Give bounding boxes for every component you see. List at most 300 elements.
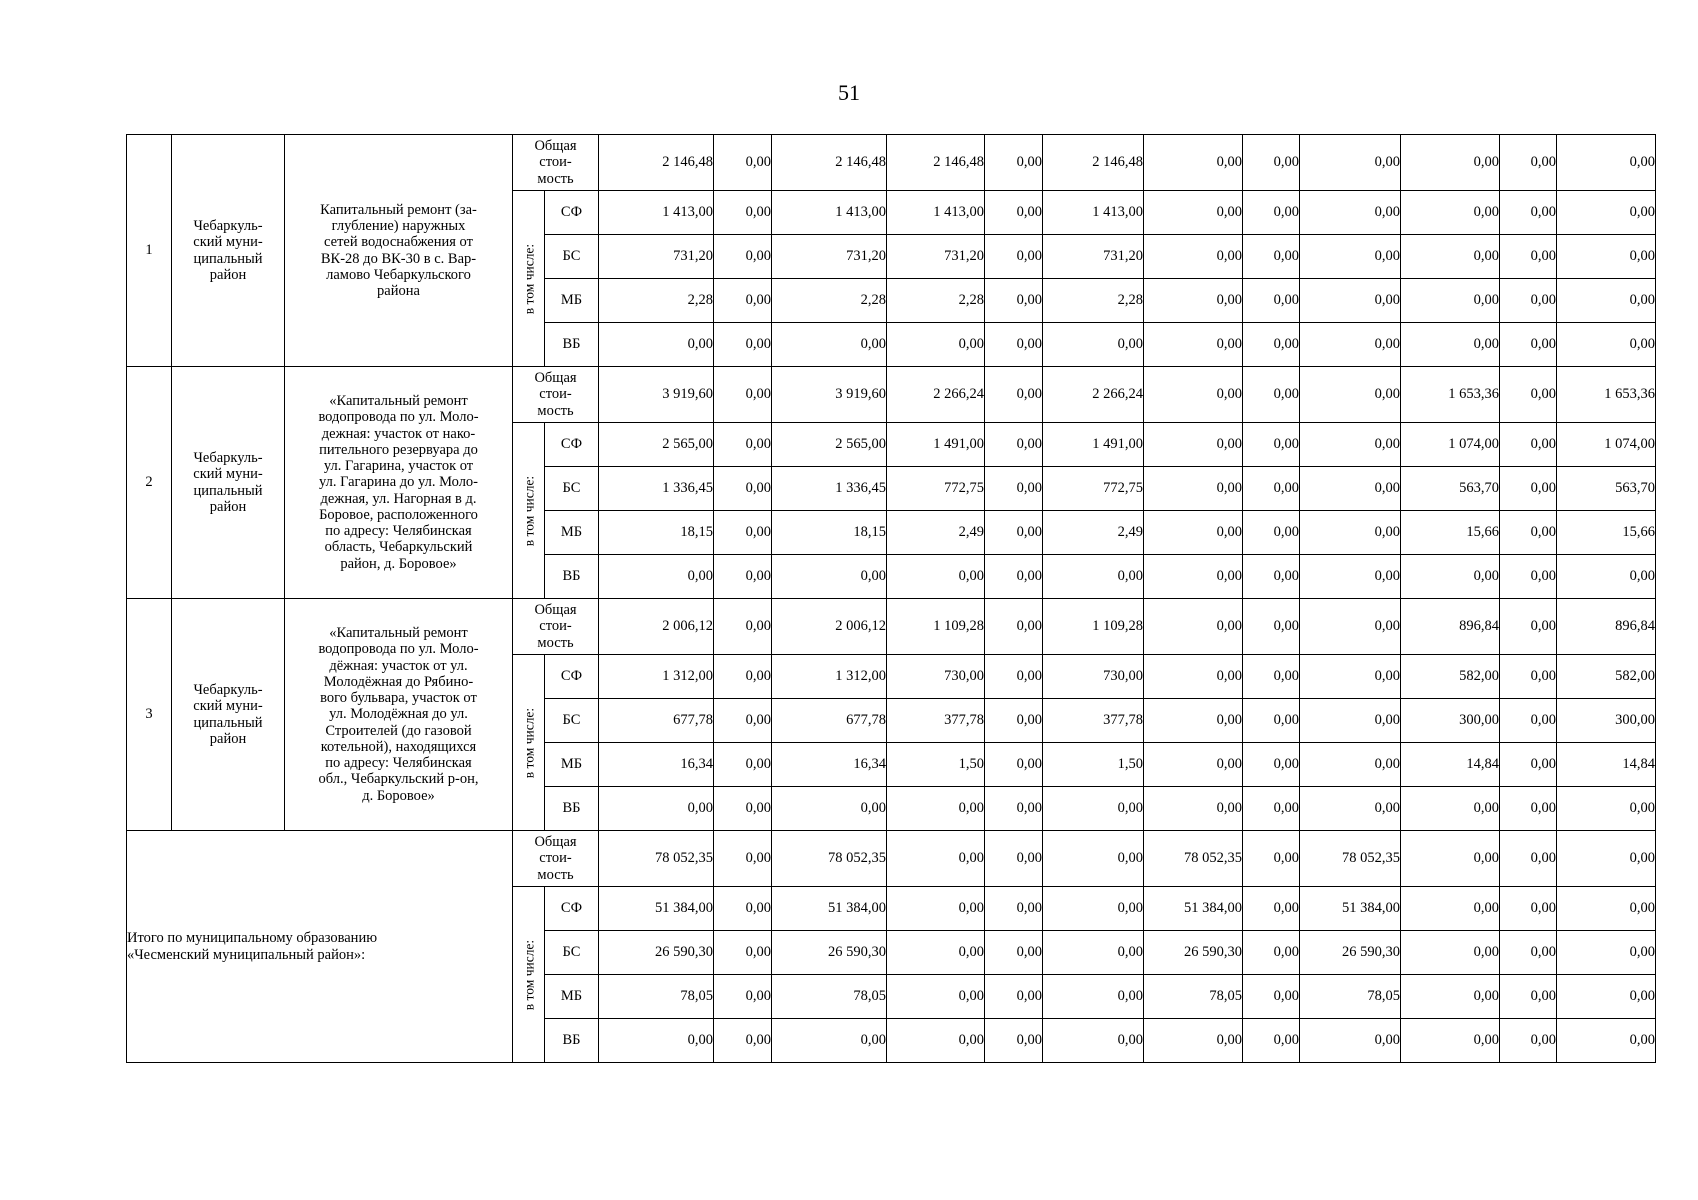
value-cell: 0,00: [1500, 367, 1557, 423]
value-cell: 1 336,45: [772, 467, 887, 511]
source-label-mb: МБ: [545, 279, 599, 323]
project-description-line: водопровода по ул. Моло-: [318, 641, 479, 658]
value-cell: 0,00: [1300, 467, 1401, 511]
value-cell: 1 413,00: [1043, 191, 1144, 235]
value-cell: 0,00: [1243, 831, 1300, 887]
source-label-sf: СФ: [545, 887, 599, 931]
municipality-name-line: ципальный: [193, 714, 263, 731]
value-cell: 0,00: [1500, 599, 1557, 655]
project-description-line: вого бульвара, участок от: [320, 690, 477, 707]
value-cell: 896,84: [1557, 599, 1656, 655]
project-description-line: ул. Гагарина, участок от: [323, 458, 474, 475]
value-cell: 0,00: [1300, 323, 1401, 367]
value-cell: 1 653,36: [1401, 367, 1500, 423]
value-cell: 0,00: [772, 555, 887, 599]
value-cell: 0,00: [1557, 831, 1656, 887]
value-cell: 0,00: [1243, 699, 1300, 743]
value-cell: 0,00: [1401, 555, 1500, 599]
value-cell: 78 052,35: [1144, 831, 1243, 887]
value-cell: 2 146,48: [1043, 135, 1144, 191]
total-cost-label-line: стои-: [539, 618, 572, 635]
value-cell: 0,00: [1401, 975, 1500, 1019]
value-cell: 0,00: [1500, 135, 1557, 191]
source-label-sf: СФ: [545, 423, 599, 467]
value-cell: 0,00: [714, 787, 772, 831]
value-cell: 1 491,00: [1043, 423, 1144, 467]
value-cell: 0,00: [887, 831, 985, 887]
value-cell: 0,00: [1300, 235, 1401, 279]
value-cell: 0,00: [772, 1019, 887, 1063]
project-description-line: глубление) наружных: [331, 218, 466, 235]
value-cell: 1 312,00: [599, 655, 714, 699]
municipality-name-line: ципальный: [193, 482, 263, 499]
value-cell: 78,05: [1300, 975, 1401, 1019]
value-cell: 0,00: [985, 887, 1043, 931]
total-label: [127, 831, 513, 1063]
value-cell: 0,00: [1043, 887, 1144, 931]
value-cell: 0,00: [1300, 1019, 1401, 1063]
municipality-name-line: район: [209, 498, 247, 515]
value-cell: 0,00: [1557, 1019, 1656, 1063]
municipality-name-line: ский муни-: [193, 234, 263, 251]
total-cost-label-line: мость: [537, 402, 574, 419]
value-cell: 14,84: [1401, 743, 1500, 787]
value-cell: 0,00: [887, 1019, 985, 1063]
value-cell: 0,00: [714, 655, 772, 699]
total-cost-label: [513, 831, 599, 887]
value-cell: 0,00: [1243, 279, 1300, 323]
source-label-vb: ВБ: [545, 323, 599, 367]
project-description-line: котельной), находящихся: [320, 738, 477, 755]
value-cell: 0,00: [1144, 743, 1243, 787]
municipality-name-line: ский муни-: [193, 466, 263, 483]
project-description-line: ламово Чебаркульского: [326, 266, 471, 283]
value-cell: 0,00: [1500, 975, 1557, 1019]
value-cell: 0,00: [1557, 191, 1656, 235]
value-cell: 0,00: [1243, 975, 1300, 1019]
value-cell: 0,00: [1500, 511, 1557, 555]
budget-table: [126, 134, 1656, 1063]
value-cell: 0,00: [1500, 1019, 1557, 1063]
including-label-text: в том числе:: [520, 707, 536, 778]
value-cell: 15,66: [1401, 511, 1500, 555]
value-cell: 2,28: [887, 279, 985, 323]
total-cost-label-line: Общая: [534, 602, 577, 619]
value-cell: 1 109,28: [1043, 599, 1144, 655]
value-cell: 896,84: [1401, 599, 1500, 655]
value-cell: 0,00: [1243, 135, 1300, 191]
value-cell: 2 006,12: [772, 599, 887, 655]
value-cell: 15,66: [1557, 511, 1656, 555]
project-description-line: сетей водоснабжения от: [324, 234, 473, 251]
value-cell: 0,00: [1144, 599, 1243, 655]
value-cell: 0,00: [985, 1019, 1043, 1063]
value-cell: 18,15: [599, 511, 714, 555]
value-cell: 677,78: [772, 699, 887, 743]
value-cell: 0,00: [1401, 831, 1500, 887]
source-label-bs: БС: [545, 467, 599, 511]
value-cell: 0,00: [714, 887, 772, 931]
value-cell: 0,00: [1300, 699, 1401, 743]
value-cell: 0,00: [1243, 323, 1300, 367]
value-cell: 0,00: [1144, 235, 1243, 279]
value-cell: 0,00: [714, 743, 772, 787]
value-cell: 26 590,30: [599, 931, 714, 975]
value-cell: 0,00: [599, 555, 714, 599]
total-label-line: Итого по муниципальному образованию: [127, 930, 378, 947]
value-cell: 0,00: [714, 831, 772, 887]
project-description-line: дёжная: участок от ул.: [329, 657, 468, 674]
project-description-line: ул. Молодёжная до ул.: [329, 706, 468, 723]
including-label: [513, 423, 545, 599]
including-label-text: в том числе:: [520, 475, 536, 546]
value-cell: 0,00: [1144, 555, 1243, 599]
value-cell: 0,00: [1300, 599, 1401, 655]
municipality-name: [172, 135, 285, 367]
value-cell: 0,00: [1401, 279, 1500, 323]
value-cell: 2 565,00: [772, 423, 887, 467]
table-row: [127, 831, 1656, 887]
value-cell: 0,00: [1043, 1019, 1144, 1063]
value-cell: 0,00: [1144, 655, 1243, 699]
value-cell: 51 384,00: [599, 887, 714, 931]
value-cell: 1 653,36: [1557, 367, 1656, 423]
value-cell: 0,00: [1557, 931, 1656, 975]
total-cost-label: [513, 367, 599, 423]
value-cell: 2,28: [1043, 279, 1144, 323]
total-cost-label-line: мость: [537, 866, 574, 883]
value-cell: 0,00: [714, 191, 772, 235]
value-cell: 0,00: [1500, 423, 1557, 467]
value-cell: 0,00: [1243, 423, 1300, 467]
value-cell: 2,28: [772, 279, 887, 323]
value-cell: 0,00: [1500, 191, 1557, 235]
value-cell: 0,00: [1043, 787, 1144, 831]
municipality-name-line: Чебаркуль-: [193, 218, 263, 235]
project-description-line: пительного резервуара до: [319, 441, 478, 458]
value-cell: 0,00: [1500, 467, 1557, 511]
value-cell: 3 919,60: [599, 367, 714, 423]
value-cell: 0,00: [714, 975, 772, 1019]
value-cell: 1 491,00: [887, 423, 985, 467]
source-label-bs: БС: [545, 699, 599, 743]
table-row: [127, 367, 1656, 423]
value-cell: 78,05: [772, 975, 887, 1019]
value-cell: 1 413,00: [887, 191, 985, 235]
value-cell: 0,00: [1043, 931, 1144, 975]
municipality-name: [172, 367, 285, 599]
value-cell: 2 146,48: [887, 135, 985, 191]
value-cell: 26 590,30: [1300, 931, 1401, 975]
project-description: [285, 367, 513, 599]
value-cell: 0,00: [599, 323, 714, 367]
value-cell: 0,00: [1500, 887, 1557, 931]
value-cell: 78 052,35: [1300, 831, 1401, 887]
project-description-line: район, д. Боровое»: [340, 555, 457, 572]
value-cell: 0,00: [1144, 367, 1243, 423]
municipality-name-line: Чебаркуль-: [193, 450, 263, 467]
value-cell: 0,00: [1243, 787, 1300, 831]
value-cell: 0,00: [1300, 367, 1401, 423]
value-cell: 0,00: [985, 787, 1043, 831]
value-cell: 0,00: [714, 423, 772, 467]
row-number: 3: [127, 599, 172, 831]
value-cell: 51 384,00: [1144, 887, 1243, 931]
source-label-sf: СФ: [545, 655, 599, 699]
value-cell: 0,00: [714, 1019, 772, 1063]
value-cell: 0,00: [1300, 555, 1401, 599]
project-description-line: «Капитальный ремонт: [329, 393, 468, 410]
value-cell: 731,20: [599, 235, 714, 279]
value-cell: 0,00: [714, 555, 772, 599]
value-cell: 0,00: [1144, 135, 1243, 191]
project-description-line: «Капитальный ремонт: [329, 625, 468, 642]
including-label-text: в том числе:: [520, 243, 536, 314]
value-cell: 0,00: [887, 975, 985, 1019]
value-cell: 0,00: [985, 191, 1043, 235]
value-cell: 0,00: [1557, 135, 1656, 191]
value-cell: 0,00: [1500, 235, 1557, 279]
value-cell: 51 384,00: [772, 887, 887, 931]
value-cell: 0,00: [714, 467, 772, 511]
value-cell: 0,00: [1500, 931, 1557, 975]
value-cell: 0,00: [714, 699, 772, 743]
value-cell: 0,00: [1500, 699, 1557, 743]
source-label-sf: СФ: [545, 191, 599, 235]
value-cell: 78 052,35: [599, 831, 714, 887]
value-cell: 0,00: [1243, 555, 1300, 599]
value-cell: 0,00: [772, 787, 887, 831]
value-cell: 16,34: [772, 743, 887, 787]
value-cell: 0,00: [1144, 279, 1243, 323]
project-description-line: Молодёжная до Рябино-: [323, 673, 474, 690]
value-cell: 0,00: [1243, 743, 1300, 787]
value-cell: 2 146,48: [772, 135, 887, 191]
project-description-line: района: [377, 282, 420, 299]
source-label-bs: БС: [545, 931, 599, 975]
value-cell: 0,00: [985, 323, 1043, 367]
value-cell: 14,84: [1557, 743, 1656, 787]
value-cell: 0,00: [985, 511, 1043, 555]
value-cell: 1 074,00: [1557, 423, 1656, 467]
value-cell: 78,05: [1144, 975, 1243, 1019]
value-cell: 0,00: [714, 599, 772, 655]
project-description-line: ВК-28 до ВК-30 в с. Вар-: [320, 250, 477, 267]
value-cell: 0,00: [1557, 887, 1656, 931]
value-cell: 0,00: [1401, 787, 1500, 831]
value-cell: 0,00: [1500, 831, 1557, 887]
value-cell: 1 413,00: [599, 191, 714, 235]
value-cell: 0,00: [985, 467, 1043, 511]
value-cell: 0,00: [887, 555, 985, 599]
value-cell: 772,75: [1043, 467, 1144, 511]
value-cell: 0,00: [1243, 655, 1300, 699]
value-cell: 772,75: [887, 467, 985, 511]
page-number: 51: [838, 80, 860, 105]
value-cell: 1 109,28: [887, 599, 985, 655]
value-cell: 0,00: [1144, 699, 1243, 743]
value-cell: 3 919,60: [772, 367, 887, 423]
value-cell: 78 052,35: [772, 831, 887, 887]
value-cell: 0,00: [1243, 235, 1300, 279]
value-cell: 2 146,48: [599, 135, 714, 191]
value-cell: 0,00: [1300, 279, 1401, 323]
value-cell: 0,00: [1557, 235, 1656, 279]
total-cost-label-line: стои-: [539, 850, 572, 867]
value-cell: 26 590,30: [1144, 931, 1243, 975]
value-cell: 1 312,00: [772, 655, 887, 699]
value-cell: 0,00: [599, 787, 714, 831]
value-cell: 0,00: [1243, 1019, 1300, 1063]
value-cell: 16,34: [599, 743, 714, 787]
value-cell: 2 266,24: [1043, 367, 1144, 423]
value-cell: 0,00: [714, 323, 772, 367]
value-cell: 0,00: [887, 931, 985, 975]
value-cell: 0,00: [1043, 975, 1144, 1019]
value-cell: 0,00: [1500, 655, 1557, 699]
value-cell: 0,00: [1557, 975, 1656, 1019]
value-cell: 1,50: [1043, 743, 1144, 787]
total-cost-label-line: стои-: [539, 386, 572, 403]
value-cell: 0,00: [1043, 831, 1144, 887]
value-cell: 0,00: [985, 367, 1043, 423]
value-cell: 0,00: [985, 235, 1043, 279]
value-cell: 2 006,12: [599, 599, 714, 655]
value-cell: 0,00: [1401, 931, 1500, 975]
value-cell: 0,00: [985, 135, 1043, 191]
value-cell: 0,00: [1401, 235, 1500, 279]
value-cell: 0,00: [1557, 323, 1656, 367]
value-cell: 2 266,24: [887, 367, 985, 423]
municipality-name-line: район: [209, 730, 247, 747]
total-cost-label-line: Общая: [534, 370, 577, 387]
table-row: [127, 135, 1656, 191]
value-cell: 0,00: [985, 279, 1043, 323]
value-cell: 0,00: [1401, 191, 1500, 235]
total-cost-label-line: Общая: [534, 834, 577, 851]
value-cell: 377,78: [887, 699, 985, 743]
value-cell: 677,78: [599, 699, 714, 743]
source-label-mb: МБ: [545, 975, 599, 1019]
total-cost-label: [513, 599, 599, 655]
including-label: [513, 887, 545, 1063]
value-cell: 0,00: [1144, 787, 1243, 831]
project-description-line: д. Боровое»: [362, 787, 435, 804]
value-cell: 0,00: [1243, 367, 1300, 423]
source-label-mb: МБ: [545, 511, 599, 555]
value-cell: 582,00: [1557, 655, 1656, 699]
total-label-line: «Чесменский муниципальный район»:: [127, 946, 366, 963]
value-cell: 0,00: [1144, 1019, 1243, 1063]
municipality-name: [172, 599, 285, 831]
value-cell: 0,00: [1300, 191, 1401, 235]
value-cell: 731,20: [887, 235, 985, 279]
value-cell: 0,00: [1243, 511, 1300, 555]
value-cell: 0,00: [1243, 191, 1300, 235]
value-cell: 0,00: [714, 367, 772, 423]
municipality-name-line: район: [209, 266, 247, 283]
municipality-name-line: ципальный: [193, 250, 263, 267]
value-cell: 0,00: [1401, 323, 1500, 367]
value-cell: 0,00: [887, 787, 985, 831]
value-cell: 563,70: [1401, 467, 1500, 511]
project-description-line: Капитальный ремонт (за-: [320, 201, 477, 218]
value-cell: 730,00: [1043, 655, 1144, 699]
value-cell: 1 336,45: [599, 467, 714, 511]
project-description-line: по адресу: Челябинская: [325, 523, 472, 540]
value-cell: 0,00: [887, 323, 985, 367]
value-cell: 0,00: [1043, 555, 1144, 599]
value-cell: 0,00: [985, 655, 1043, 699]
value-cell: 0,00: [1144, 323, 1243, 367]
value-cell: 0,00: [1043, 323, 1144, 367]
value-cell: 0,00: [985, 931, 1043, 975]
value-cell: 0,00: [1401, 135, 1500, 191]
value-cell: 2 565,00: [599, 423, 714, 467]
value-cell: 51 384,00: [1300, 887, 1401, 931]
value-cell: 0,00: [1557, 787, 1656, 831]
value-cell: 0,00: [985, 743, 1043, 787]
total-cost-label: [513, 135, 599, 191]
value-cell: 563,70: [1557, 467, 1656, 511]
value-cell: 0,00: [1300, 787, 1401, 831]
value-cell: 0,00: [599, 1019, 714, 1063]
value-cell: 0,00: [714, 135, 772, 191]
value-cell: 0,00: [714, 511, 772, 555]
total-cost-label-line: мость: [537, 170, 574, 187]
source-label-bs: БС: [545, 235, 599, 279]
value-cell: 1,50: [887, 743, 985, 787]
project-description-line: дежная, ул. Нагорная в д.: [320, 490, 477, 507]
value-cell: 1 413,00: [772, 191, 887, 235]
project-description-line: дежная: участок от нако-: [321, 425, 476, 442]
project-description: [285, 135, 513, 367]
total-cost-label-line: мость: [537, 634, 574, 651]
including-label: [513, 655, 545, 831]
row-number: 2: [127, 367, 172, 599]
project-description-line: Боровое, расположенного: [319, 506, 478, 523]
value-cell: 377,78: [1043, 699, 1144, 743]
value-cell: 0,00: [985, 699, 1043, 743]
value-cell: 18,15: [772, 511, 887, 555]
value-cell: 0,00: [1243, 467, 1300, 511]
value-cell: 2,28: [599, 279, 714, 323]
value-cell: 0,00: [887, 887, 985, 931]
value-cell: 731,20: [772, 235, 887, 279]
value-cell: 0,00: [1300, 135, 1401, 191]
source-label-vb: ВБ: [545, 787, 599, 831]
value-cell: 0,00: [714, 279, 772, 323]
value-cell: 730,00: [887, 655, 985, 699]
value-cell: 1 074,00: [1401, 423, 1500, 467]
value-cell: 2,49: [887, 511, 985, 555]
value-cell: 0,00: [1500, 787, 1557, 831]
value-cell: 0,00: [1144, 191, 1243, 235]
project-description-line: по адресу: Челябинская: [325, 755, 472, 772]
value-cell: 0,00: [1300, 423, 1401, 467]
project-description: [285, 599, 513, 831]
row-number: 1: [127, 135, 172, 367]
value-cell: 0,00: [1557, 279, 1656, 323]
value-cell: 0,00: [985, 599, 1043, 655]
source-label-mb: МБ: [545, 743, 599, 787]
value-cell: 0,00: [1300, 743, 1401, 787]
value-cell: 0,00: [714, 235, 772, 279]
value-cell: 0,00: [1557, 555, 1656, 599]
value-cell: 0,00: [1500, 323, 1557, 367]
value-cell: 300,00: [1557, 699, 1656, 743]
including-label-text: в том числе:: [520, 939, 536, 1010]
